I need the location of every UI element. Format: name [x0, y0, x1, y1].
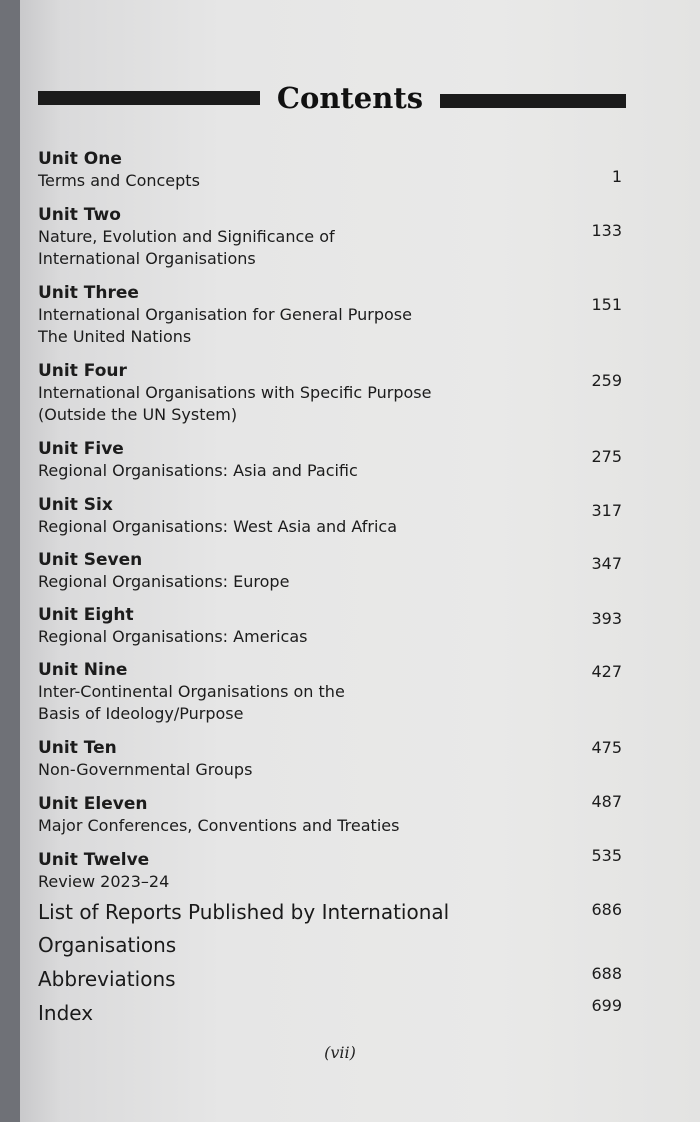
toc-entry-index[interactable]	[38, 997, 622, 1030]
unit-description: Regional Organisations: Americas	[38, 627, 308, 646]
toc-entry-unit-two[interactable]	[38, 204, 622, 270]
toc-entry-list-of-reports[interactable]	[38, 896, 622, 962]
page-number: 347	[591, 554, 622, 573]
toc-entry-unit-three[interactable]	[38, 282, 622, 348]
toc-entry-unit-seven[interactable]	[38, 549, 622, 593]
unit-description: Major Conferences, Conventions and Treaties	[38, 816, 400, 835]
unit-description: Regional Organisations: Asia and Pacific	[38, 461, 358, 480]
unit-title: Unit Nine	[38, 660, 128, 680]
page-number: 427	[591, 662, 622, 681]
unit-title: Unit Four	[38, 361, 127, 381]
unit-title: Unit One	[38, 149, 122, 169]
unit-title: Unit Ten	[38, 738, 117, 758]
entry-title: Organisations	[38, 933, 177, 957]
page-number: 535	[591, 846, 622, 865]
toc-entry-unit-eight[interactable]	[38, 604, 622, 648]
page-number: 686	[591, 900, 622, 919]
unit-description: Nature, Evolution and Significance of	[38, 227, 335, 246]
toc-entry-unit-six[interactable]	[38, 494, 622, 538]
heading-rule-left	[38, 91, 260, 105]
toc-entry-unit-one[interactable]	[38, 148, 622, 192]
heading-rule-right	[440, 94, 626, 108]
page-number: 393	[591, 609, 622, 628]
unit-description: Terms and Concepts	[38, 171, 200, 190]
page-number: 475	[591, 738, 622, 757]
entry-title: Abbreviations	[38, 967, 176, 991]
unit-title: Unit Six	[38, 495, 113, 515]
unit-description: Non-Governmental Groups	[38, 760, 253, 779]
unit-title: Unit Seven	[38, 550, 143, 570]
toc-entry-unit-five[interactable]	[38, 438, 622, 482]
unit-description: (Outside the UN System)	[38, 405, 238, 424]
page-number: 259	[591, 371, 622, 390]
page-folio: (vii)	[324, 1043, 356, 1062]
toc-entry-unit-nine[interactable]	[38, 659, 622, 725]
unit-description: Basis of Ideology/Purpose	[38, 704, 244, 723]
unit-description: Review 2023–24	[38, 872, 170, 891]
page-number: 487	[591, 792, 622, 811]
toc-entry-unit-ten[interactable]	[38, 737, 622, 781]
unit-title: Unit Eleven	[38, 794, 148, 814]
toc-entry-abbreviations[interactable]	[38, 963, 622, 996]
unit-description: Inter-Continental Organisations on the	[38, 682, 345, 701]
book-page	[20, 0, 700, 1122]
page-number: 133	[591, 221, 622, 240]
unit-description: International Organisations	[38, 249, 256, 268]
unit-title: Unit Three	[38, 283, 139, 303]
unit-description: Regional Organisations: Europe	[38, 572, 290, 591]
unit-title: Unit Eight	[38, 605, 134, 625]
contents-heading	[38, 78, 626, 122]
page-number: 1	[611, 167, 622, 186]
entry-title: Index	[38, 1001, 94, 1025]
unit-description: Regional Organisations: West Asia and Africa	[38, 517, 398, 536]
page-number: 688	[591, 964, 622, 983]
toc-entry-unit-four[interactable]	[38, 360, 622, 426]
page-number: 151	[591, 295, 622, 314]
page-number: 699	[591, 996, 622, 1015]
unit-description: International Organisations with Specific Purpose	[38, 383, 432, 402]
unit-description: International Organisation for General Purpose	[38, 305, 412, 324]
unit-title: Unit Twelve	[38, 850, 150, 870]
unit-title: Unit Five	[38, 439, 124, 459]
toc-entry-unit-twelve[interactable]	[38, 846, 622, 893]
entry-title: List of Reports Published by International	[38, 900, 450, 924]
page-number: 275	[591, 447, 622, 466]
page-title: Contents	[276, 81, 424, 115]
unit-description: The United Nations	[38, 327, 192, 346]
page-number: 317	[591, 501, 622, 520]
unit-title: Unit Two	[38, 205, 121, 225]
toc-entry-unit-eleven[interactable]	[38, 793, 622, 837]
